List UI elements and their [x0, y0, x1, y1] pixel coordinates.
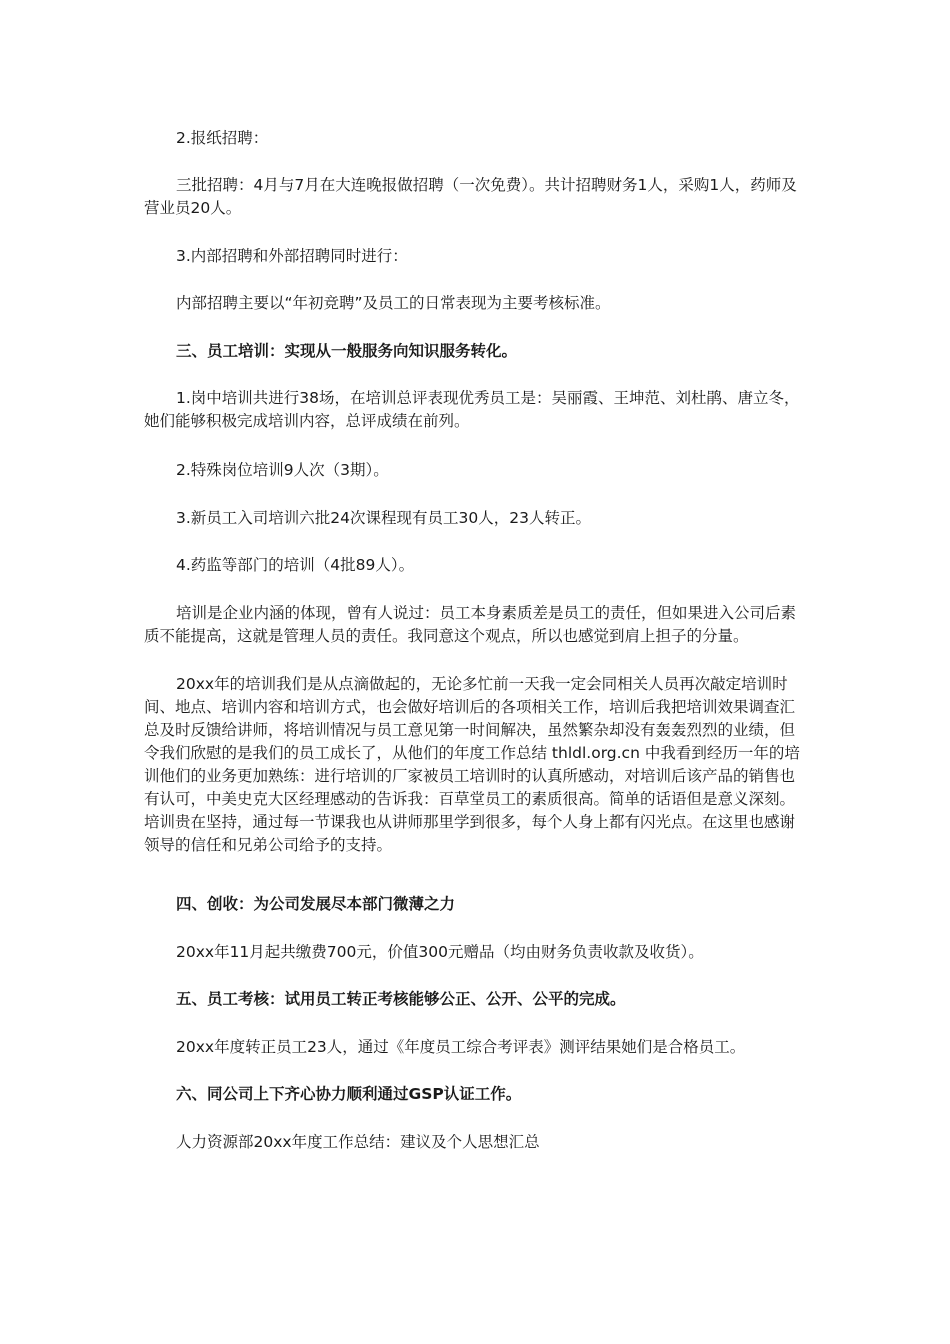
para-summary-title: 人力资源部20xx年度工作总结：建议及个人思想汇总: [176, 1133, 540, 1151]
para-new-employee-training: 3.新员工入司培训六批24次课程现有员工30人，23人转正。: [176, 509, 591, 527]
section-six-heading: 六、同公司上下齐心协力顺利通过GSP认证工作。: [176, 1085, 522, 1103]
section-five-heading: 五、员工考核：试用员工转正考核能够公正、公开、公平的完成。: [176, 990, 626, 1008]
para-regulator-training: 4.药监等部门的培训（4批89人）。: [176, 556, 415, 574]
para-revenue: 20xx年11月起共缴费700元，价值300元赠品（均由财务负责收款及收货）。: [176, 943, 704, 961]
section-four-heading: 四、创收：为公司发展尽本部门微薄之力: [176, 895, 456, 913]
para-onjob-training: 1.岗中培训共进行38场，在培训总评表现优秀员工是：吴丽霞、王坤范、刘杜鹃、唐立冬，她们能够积极完成培训内容，总评成绩在前列。: [144, 389, 800, 430]
para-training-review: 20xx年的培训我们是从点滴做起的，无论多忙前一天我一定会同相关人员再次敲定培训时间、地点、培训内容和培训方式，也会做好培训后的各项相关工作，培训后我把培训效果调查汇总及时反馈给讲师，将培训情况与员工意见第一时间解决，虽然繁杂却没有轰轰烈烈的业绩，但令我们欣慰的是我们的员工成长了，从他们的年度工作总结 thldl.org.cn 中我看到经历一年的培训他们的业务更加熟练：进行培训的厂家被员工培训时的认真所感动，对培训后该产品的销售也有认可，中美史克大区经理感动的告诉我：百草堂员工的素质很高。简单的话语但是意义深刻。培训贵在坚持，通过每一节课我也从讲师那里学到很多，每个人身上都有闪光点。在这里也感谢领导的信任和兄弟公司给予的支持。: [144, 675, 800, 854]
para-special-training: 2.特殊岗位培训9人次（3期）。: [176, 461, 389, 479]
section-three-heading: 三、员工培训：实现从一般服务向知识服务转化。: [176, 342, 518, 360]
para-training-philosophy: 培训是企业内涵的体现，曾有人说过：员工本身素质差是员工的责任，但如果进入公司后素质不能提高，这就是管理人员的责任。我同意这个观点，所以也感觉到肩上担子的分量。: [144, 604, 797, 645]
para-internal-external-heading: 3.内部招聘和外部招聘同时进行：: [176, 247, 408, 265]
para-assessment: 20xx年度转正员工23人，通过《年度员工综合考评表》测评结果她们是合格员工。: [176, 1038, 746, 1056]
para-newspaper-recruitment-heading: 2.报纸招聘：: [176, 129, 269, 147]
para-three-batch-recruitment: 三批招聘：4月与7月在大连晚报做招聘（一次免费）。共计招聘财务1人，采购1人，药师及营业员20人。: [144, 176, 797, 217]
para-internal-recruitment: 内部招聘主要以“年初竞聘”及员工的日常表现为主要考核标准。: [176, 294, 611, 312]
